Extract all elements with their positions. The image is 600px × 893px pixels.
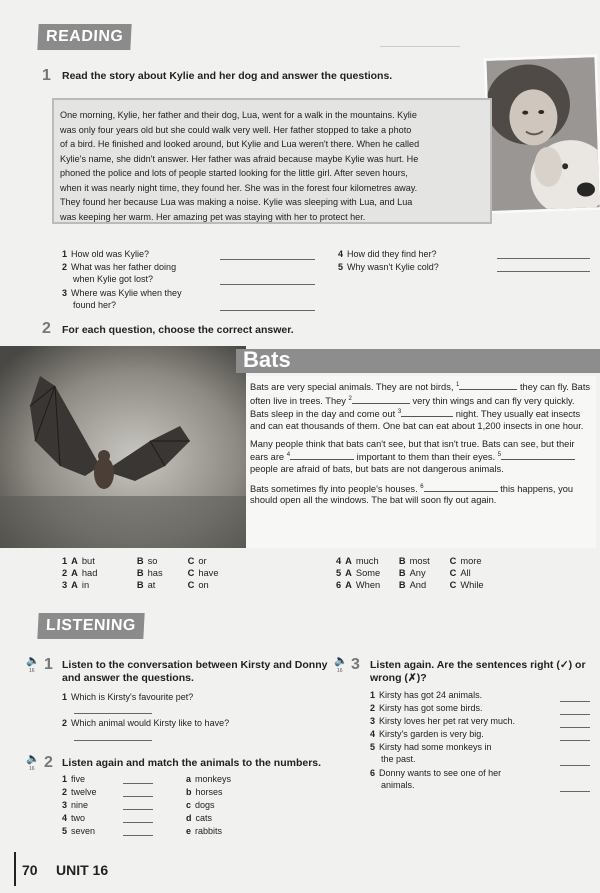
story-line: of a bird. He finished and looked around, but Kylie and Lua weren't there. When he called bbox=[60, 139, 420, 149]
list-item: 2 twelve bbox=[62, 787, 97, 797]
story-line: when it was nearly night time, they found her. She was in the forest four kilometres away. bbox=[60, 182, 418, 193]
unit-label: UNIT 16 bbox=[56, 862, 109, 878]
answer-line[interactable] bbox=[560, 740, 590, 741]
exercise-number: 2 bbox=[44, 754, 53, 771]
gap-blank[interactable] bbox=[459, 381, 517, 390]
story-text-box bbox=[52, 98, 492, 224]
exercise-number: 1 bbox=[42, 67, 51, 84]
answer-line[interactable] bbox=[220, 259, 315, 260]
story-line: Kylie's name, she didn't answer. Her father was afraid because maybe Kylie was hurt. He bbox=[60, 153, 419, 164]
answer-line[interactable] bbox=[74, 740, 152, 741]
sentence-item: 1 Kirsty has got 24 animals. bbox=[370, 690, 483, 700]
answer-line[interactable] bbox=[123, 822, 153, 823]
page-number: 70 bbox=[22, 862, 38, 878]
answer-line[interactable] bbox=[497, 258, 590, 259]
answer-line[interactable] bbox=[220, 284, 315, 285]
decorative-line bbox=[380, 46, 460, 47]
answer-line[interactable] bbox=[560, 765, 590, 766]
sentence-item: 3 Kirsty loves her pet rat very much. bbox=[370, 716, 516, 726]
bats-paragraph: Bats sometimes fly into people's houses. $^6$ this happens, you should open all the windows. The bat will soon fly out again. bbox=[250, 483, 574, 506]
answer-line[interactable] bbox=[220, 310, 315, 311]
bat-photo bbox=[0, 346, 246, 548]
exercise-number: 2 bbox=[42, 320, 51, 337]
gap-blank[interactable] bbox=[401, 408, 453, 417]
gap-blank[interactable] bbox=[501, 451, 575, 460]
number-list bbox=[62, 773, 97, 838]
question-item: 1 How old was Kylie? bbox=[62, 249, 150, 259]
question-item: 1 Which is Kirsty's favourite pet? bbox=[62, 692, 194, 702]
bats-paragraph: Many people think that bats can't see, but that isn't true. Bats can see, but their ears are $^4$ important to them than their eyes. $^5$ people are afraid of bats, but bats are not dangerous animals. bbox=[250, 438, 575, 474]
track-number: 16 bbox=[337, 668, 343, 674]
list-item: 3 nine bbox=[62, 800, 89, 810]
multiple-choice-row: 1 A but B so C or bbox=[62, 556, 207, 566]
exercise-instruction: Listen again. Are the sentences right (✓) or wrong (✗)? bbox=[370, 659, 586, 684]
list-item: 5 seven bbox=[62, 826, 96, 836]
bats-text-box bbox=[246, 376, 596, 548]
answer-line[interactable] bbox=[123, 796, 153, 797]
bats-paragraph: Bats are very special animals. They are not birds, $^1$ they can fly. Bats often live in trees. They $^2$ very thin wings and can fly very quickly. Bats sleep in the day and come out $^3$ night. They usually eat insects and can eat thousands of them. One bat can eat about 1,200 insects in one hour. bbox=[250, 382, 591, 432]
list-item: c dogs bbox=[186, 800, 215, 810]
sentence-item: 4 Kirsty's garden is very big. bbox=[370, 729, 484, 739]
exercise-instruction: For each question, choose the correct answer. bbox=[62, 324, 294, 336]
answer-line[interactable] bbox=[560, 701, 590, 702]
audio-icon[interactable]: 🔈 bbox=[26, 753, 40, 765]
answer-line[interactable] bbox=[123, 835, 153, 836]
question-item: 2 What was her father doing when Kylie got lost? bbox=[62, 262, 177, 284]
sentence-item: 6 Donny wants to see one of her animals. bbox=[370, 768, 502, 790]
multiple-choice-row: 6 A When B And C While bbox=[336, 580, 484, 590]
answer-line[interactable] bbox=[74, 713, 152, 714]
exercise-instruction: Read the story about Kylie and her dog and answer the questions. bbox=[62, 70, 393, 82]
answer-line[interactable] bbox=[560, 727, 590, 728]
list-item: e rabbits bbox=[186, 826, 223, 836]
gap-blank[interactable] bbox=[290, 451, 354, 460]
multiple-choice-row: 4 A much B most C more bbox=[336, 556, 482, 566]
multiple-choice-row: 3 A in B at C on bbox=[62, 580, 209, 590]
list-item: a monkeys bbox=[186, 774, 232, 784]
list-item: b horses bbox=[186, 787, 223, 797]
gap-blank[interactable] bbox=[352, 395, 410, 404]
audio-icon[interactable]: 🔈 bbox=[26, 655, 40, 667]
exercise-instruction: Listen again and match the animals to the numbers. bbox=[62, 757, 322, 769]
girl-dog-photo bbox=[483, 54, 600, 214]
question-item: 2 Which animal would Kirsty like to have? bbox=[62, 718, 230, 728]
animal-list bbox=[186, 773, 231, 838]
gap-blank[interactable] bbox=[424, 483, 498, 492]
story-line: was keeping her warm. Her amazing pet was staying with her to protect her. bbox=[60, 211, 366, 222]
reading-heading: READING bbox=[37, 24, 132, 50]
question-item: 3 Where was Kylie when they found her? bbox=[62, 288, 182, 310]
list-item: d cats bbox=[186, 813, 213, 823]
track-number: 16 bbox=[29, 668, 35, 674]
answer-line[interactable] bbox=[560, 714, 590, 715]
list-item: 1 five bbox=[62, 774, 86, 784]
exercise-instruction: Listen to the conversation between Kirsty and Donny and answer the questions. bbox=[62, 659, 328, 684]
answer-line[interactable] bbox=[123, 783, 153, 784]
multiple-choice-row: 2 A had B has C have bbox=[62, 568, 219, 578]
multiple-choice-row: 5 A Some B Any C All bbox=[336, 568, 471, 578]
story-line: was only four years old but she could walk very well. Her father stopped to take a photo bbox=[60, 124, 412, 135]
answer-line[interactable] bbox=[560, 791, 590, 792]
story-line: phoned the police and lots of people started looking for the little girl. After seven hours, bbox=[60, 168, 408, 178]
listening-heading: LISTENING bbox=[37, 613, 144, 639]
question-item: 5 Why wasn't Kylie cold? bbox=[338, 262, 439, 272]
answer-line[interactable] bbox=[123, 809, 153, 810]
answer-line[interactable] bbox=[497, 271, 590, 272]
exercise-number: 3 bbox=[351, 656, 360, 673]
sentence-item: 5 Kirsty had some monkeys in the past. bbox=[370, 742, 492, 764]
story-line: One morning, Kylie, her father and their dog, Lua, went for a walk in the mountains. Kylie bbox=[60, 110, 417, 120]
question-item: 4 How did they find her? bbox=[338, 249, 437, 259]
exercise-number: 1 bbox=[44, 656, 53, 673]
track-number: 16 bbox=[29, 766, 35, 772]
list-item: 4 two bbox=[62, 813, 86, 823]
story-line: They found her because Lua was making a noise. Kylie was sleeping with Lua, and Lua bbox=[60, 197, 413, 207]
sentence-item: 2 Kirsty has got some birds. bbox=[370, 703, 483, 713]
bats-title: Bats bbox=[243, 347, 291, 372]
footer-bar bbox=[14, 852, 16, 886]
audio-icon[interactable]: 🔈 bbox=[334, 655, 348, 667]
